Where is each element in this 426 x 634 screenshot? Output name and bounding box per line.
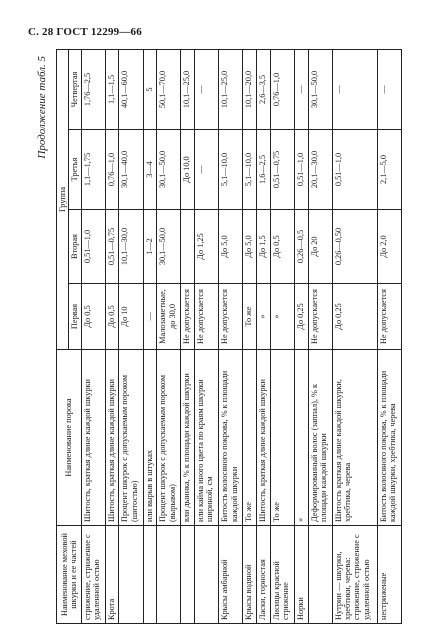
- skin-cell: Норки: [294, 526, 308, 624]
- value-cell: 30,1—50,0: [157, 210, 181, 284]
- header-group: Группа: [57, 49, 69, 349]
- skin-cell: [195, 526, 219, 624]
- value-cell: 30,1—50,0: [308, 49, 332, 129]
- defect-cell: Деформированный волос (заппал), % к площади каждой шкурки: [308, 350, 332, 526]
- value-cell: —: [377, 49, 401, 129]
- value-cell: 0,51—1,0: [294, 130, 308, 210]
- table-row: [119, 49, 143, 623]
- value-cell: 0,51—1,0: [81, 210, 105, 284]
- skin-cell: Крысы амбарной: [219, 526, 243, 624]
- value-cell: —: [143, 284, 157, 350]
- skin-cell: [181, 526, 195, 624]
- value-cell: До 0,5: [270, 210, 294, 284]
- skin-cell: стрижение, стрижение с удаленной остью: [81, 526, 105, 624]
- value-cell: —: [195, 49, 219, 129]
- value-cell: 0,51—1,0: [332, 130, 377, 210]
- defect-cell: То же: [243, 350, 257, 526]
- skin-cell: Нутрии — шкурки, хребтики, черева: стрижение, стрижение с удаленной остью: [332, 526, 377, 624]
- value-cell: 0,51—0,75: [270, 130, 294, 210]
- defect-cell: »: [294, 350, 308, 526]
- skin-cell: Крота: [105, 526, 119, 624]
- value-cell: 0,26—0,50: [332, 210, 377, 284]
- page-header: С. 28 ГОСТ 12299—66: [28, 26, 142, 38]
- value-cell: 0,76—1,0: [105, 130, 119, 210]
- table-row: [81, 49, 105, 623]
- value-cell: То же: [243, 284, 257, 350]
- value-cell: 1,76—2,5: [81, 49, 105, 129]
- value-cell: 30,1—40,0: [119, 130, 143, 210]
- value-cell: [181, 210, 195, 284]
- header-defect: Наименование порока: [57, 350, 82, 526]
- value-cell: »: [257, 284, 271, 350]
- value-cell: 0,76—1,0: [270, 49, 294, 129]
- value-cell: 0,26—0,5: [294, 210, 308, 284]
- value-cell: До 5,0: [219, 210, 243, 284]
- value-cell: —: [294, 49, 308, 129]
- value-cell: Не допускается: [195, 284, 219, 350]
- defect-cell: Шитость, краткая длине каждой шкурки: [105, 350, 119, 526]
- value-cell: До 0,5: [81, 284, 105, 350]
- skin-cell: нестриженые: [377, 526, 401, 624]
- value-cell: 3—4: [143, 130, 157, 210]
- value-cell: До 10,0: [181, 130, 195, 210]
- value-cell: 0,51—0,75: [105, 210, 119, 284]
- continuation-label: Продолжение табл. 5: [36, 56, 48, 159]
- value-cell: 5,1—10,0: [243, 130, 257, 210]
- value-cell: До 0,25: [332, 284, 377, 350]
- defect-cell: Шитость, краткая длине каждой шкурки: [257, 350, 271, 526]
- quality-table: [56, 49, 402, 624]
- rotated-table-sheet: [30, 50, 406, 624]
- defect-cell: Битость волосяного покрова, % к площади каждой шкурки, хребтика, черева: [377, 350, 401, 526]
- value-cell: Не допускается: [219, 284, 243, 350]
- table-row: [195, 49, 219, 623]
- defect-cell: или кайма иного цвета по краям шкурки шириной, см: [195, 350, 219, 526]
- value-cell: 1,6—2,5: [257, 130, 271, 210]
- header-group-4: Четвертая: [69, 49, 81, 129]
- defect-cell: Битость волосяного покрова, % к площади каждой шкурки: [219, 350, 243, 526]
- header-group-2: Вторая: [69, 210, 81, 284]
- value-cell: До 0,5: [105, 284, 119, 350]
- table-row: [377, 49, 401, 623]
- value-cell: »: [270, 284, 294, 350]
- table-row: [143, 49, 157, 623]
- table-row: [243, 49, 257, 623]
- value-cell: До 0,25: [294, 284, 308, 350]
- value-cell: До 20: [308, 210, 332, 284]
- header-group-3: Третья: [69, 130, 81, 210]
- defect-cell: Шитость краткая длине каждой шкурки, хребтика, черева: [332, 350, 377, 526]
- value-cell: 20,1—30,0: [308, 130, 332, 210]
- value-cell: 10,1—20,0: [243, 49, 257, 129]
- value-cell: 1,1—1,75: [81, 130, 105, 210]
- value-cell: 5,1—10,0: [219, 130, 243, 210]
- value-cell: 5: [143, 49, 157, 129]
- value-cell: 40,1—60,0: [119, 49, 143, 129]
- value-cell: До 1,25: [195, 210, 219, 284]
- header-group-1: Первая: [69, 284, 81, 350]
- skin-cell: [308, 526, 332, 624]
- skin-cell: [119, 526, 143, 624]
- table-row: [332, 49, 377, 623]
- value-cell: До 2,0: [377, 210, 401, 284]
- value-cell: Не допускается: [377, 284, 401, 350]
- value-cell: —: [332, 49, 377, 129]
- value-cell: До 10: [119, 284, 143, 350]
- value-cell: 1—2: [143, 210, 157, 284]
- value-cell: 10,1—25,0: [219, 49, 243, 129]
- table-row: [157, 49, 181, 623]
- value-cell: До 5,0: [243, 210, 257, 284]
- skin-cell: [157, 526, 181, 624]
- header-skin: Наименование меховой шкурки и ее частей: [57, 526, 82, 624]
- defect-cell: или вырыв в штуках: [143, 350, 157, 526]
- value-cell: Малозаметные, до 30,0: [157, 284, 181, 350]
- table-row: [105, 49, 119, 623]
- table-row: [219, 49, 243, 623]
- defect-cell: Процент шкурок с допускаемым пороком (вырывом): [157, 350, 181, 526]
- skin-cell: [143, 526, 157, 624]
- skin-cell: Ласки, горностая: [257, 526, 271, 624]
- value-cell: 2,1—5,0: [377, 130, 401, 210]
- value-cell: До 1,5: [257, 210, 271, 284]
- table-row: [308, 49, 332, 623]
- defect-cell: Шитость, краткая длине каждой шкурки: [81, 350, 105, 526]
- value-cell: 1,1—1,5: [105, 49, 119, 129]
- value-cell: 10,1—25,0: [181, 49, 195, 129]
- table-row: [294, 49, 308, 623]
- value-cell: 30,1—50,0: [157, 130, 181, 210]
- value-cell: 10,1—30,0: [119, 210, 143, 284]
- skin-cell: Лисицы красной стрижение: [270, 526, 294, 624]
- table-row: [181, 49, 195, 623]
- value-cell: 50,1—70,0: [157, 49, 181, 129]
- table-row: [257, 49, 271, 623]
- skin-cell: Крысы водяной: [243, 526, 257, 624]
- value-cell: Не допускается: [308, 284, 332, 350]
- defect-cell: вли дыинка, % к площади каждой шкурки: [181, 350, 195, 526]
- defect-cell: Процент шкурок с допускаемым пороком (шитостью): [119, 350, 143, 526]
- value-cell: Не допускается: [181, 284, 195, 350]
- defect-cell: То же: [270, 350, 294, 526]
- table-row: [270, 49, 294, 623]
- value-cell: —: [195, 130, 219, 210]
- value-cell: 2,6—3,5: [257, 49, 271, 129]
